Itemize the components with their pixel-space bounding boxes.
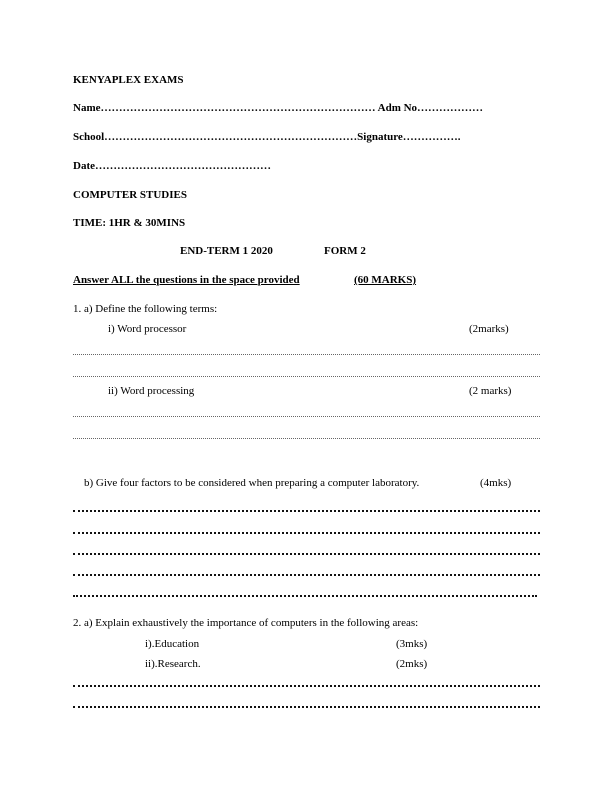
q1b-marks: (4mks) [480, 477, 512, 489]
answer-line[interactable] [73, 595, 537, 597]
exam-term: END-TERM 1 2020 [180, 245, 273, 257]
exam-form: FORM 2 [324, 245, 366, 257]
answer-line[interactable] [73, 532, 540, 534]
name-adm-field[interactable]: Name………………………………………………………………… Adm No……………… [73, 102, 484, 114]
answer-line[interactable] [73, 438, 540, 439]
answer-line[interactable] [73, 416, 540, 417]
exam-body-title: KENYAPLEX EXAMS [73, 74, 184, 86]
q1a-ii-marks: (2 marks) [469, 385, 512, 397]
answer-line[interactable] [73, 553, 540, 555]
answer-line[interactable] [73, 354, 540, 355]
instructions-marks-label: (60 MARKS) [354, 274, 417, 286]
instructions-text: Answer ALL the questions in the space provided [73, 274, 300, 286]
subject-title: COMPUTER STUDIES [73, 189, 187, 201]
q1a-intro: 1. a) Define the following terms: [73, 303, 218, 315]
answer-line[interactable] [73, 706, 540, 708]
instructions-marks [320, 274, 421, 286]
q1b-text: b) Give four factors to be considered when preparing a computer laboratory. [84, 477, 420, 489]
q1a-ii-label: ii) Word processing [108, 385, 195, 397]
answer-line[interactable] [73, 685, 540, 687]
q2a-intro: 2. a) Explain exhaustively the importance of computers in the following areas: [73, 617, 419, 629]
school-signature-field[interactable]: School……………………………………………………………Signature……………. [73, 131, 461, 143]
exam-duration: TIME: 1HR & 30MINS [73, 217, 186, 229]
answer-line[interactable] [73, 574, 540, 576]
q1a-i-label: i) Word processor [108, 323, 187, 335]
date-field[interactable]: Date………………………………………… [73, 160, 271, 172]
answer-line[interactable] [73, 510, 540, 512]
q1a-i-marks: (2marks) [469, 323, 509, 335]
answer-line[interactable] [73, 376, 540, 377]
q2a-ii-marks: (2mks) [396, 658, 428, 670]
q2a-i-marks: (3mks) [396, 638, 428, 650]
q2a-ii-label: ii).Research. [145, 658, 201, 670]
q2a-i-label: i).Education [145, 638, 200, 650]
